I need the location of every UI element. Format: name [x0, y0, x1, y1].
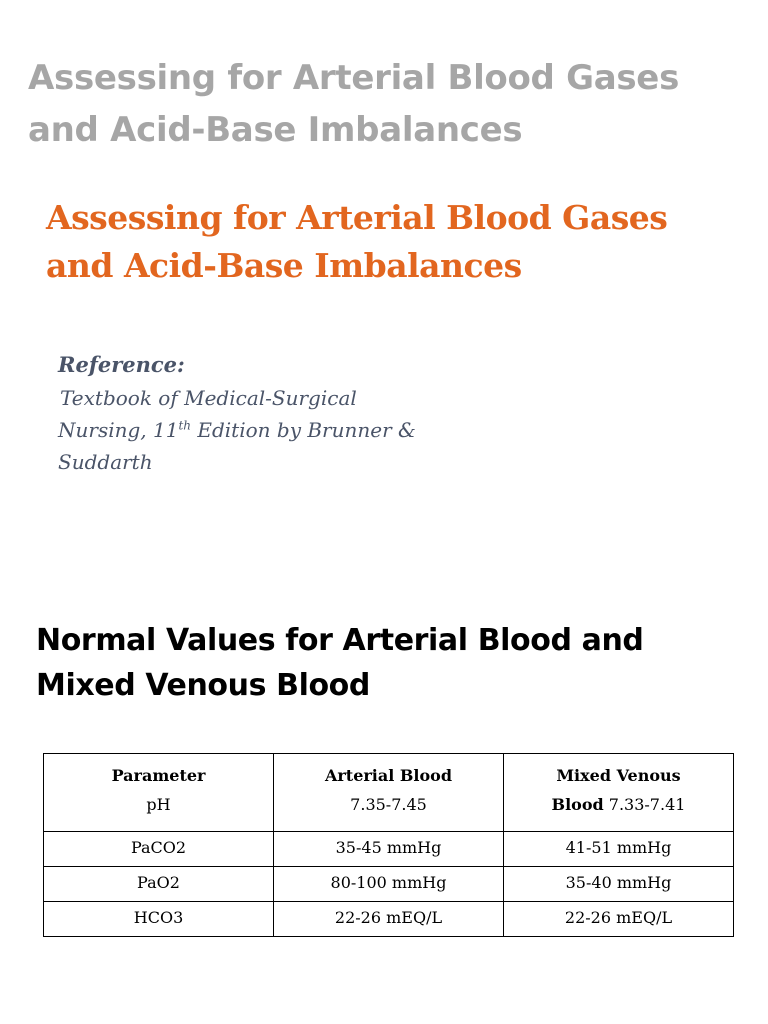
reference-superscript: th [178, 418, 192, 433]
header-arterial-label: Arterial Blood [324, 766, 453, 785]
table-row [44, 867, 734, 902]
section-title-line-1: Normal Values for Arterial Blood and [36, 623, 644, 658]
row-parameter: PaCO2 [44, 832, 274, 867]
page-title [46, 194, 746, 290]
row-venous: 41-51 mmHg [504, 832, 734, 867]
header-venous-line-2 [510, 790, 727, 819]
reference-label: Reference: [58, 352, 185, 377]
reference-line-1: Textbook of Medical-Surgical [60, 386, 357, 410]
row-arterial: 35-45 mmHg [274, 832, 504, 867]
page-title-line-2: and Acid-Base Imbalances [46, 246, 522, 285]
table-header-row [44, 754, 734, 832]
table-row [44, 902, 734, 937]
row-parameter: HCO3 [44, 902, 274, 937]
header-cell-venous [504, 754, 734, 832]
reference-line-2-post: Edition by Brunner & [191, 418, 416, 442]
header-ghost-title [28, 52, 748, 156]
section-title [36, 618, 736, 708]
reference-line-2 [58, 414, 478, 446]
normal-values-table [43, 753, 734, 937]
row-venous: 22-26 mEQ/L [504, 902, 734, 937]
section-title-line-2: Mixed Venous Blood [36, 668, 370, 703]
row-parameter: PaO2 [44, 867, 274, 902]
header-venous-label-line-1: Mixed Venous [556, 766, 681, 785]
page-title-line-1: Assessing for Arterial Blood Gases [46, 198, 668, 237]
ghost-title-line-1: Assessing for Arterial Blood Gases [28, 58, 680, 98]
row-venous: 35-40 mmHg [504, 867, 734, 902]
header-arterial-sub: 7.35-7.45 [350, 795, 427, 814]
reference-line-3: Suddarth [58, 450, 153, 474]
header-cell-arterial [274, 754, 504, 832]
ghost-title-line-2: and Acid-Base Imbalances [28, 110, 523, 150]
header-venous-label-line-2: Blood [551, 795, 604, 814]
reference-block [58, 348, 478, 478]
header-venous-sub: 7.33-7.41 [603, 795, 686, 814]
header-parameter-sub: pH [146, 795, 171, 814]
reference-line-2-pre: Nursing, 11 [58, 418, 179, 442]
table-row [44, 832, 734, 867]
row-arterial: 80-100 mmHg [274, 867, 504, 902]
header-cell-parameter [44, 754, 274, 832]
row-arterial: 22-26 mEQ/L [274, 902, 504, 937]
header-parameter-label: Parameter [111, 766, 206, 785]
